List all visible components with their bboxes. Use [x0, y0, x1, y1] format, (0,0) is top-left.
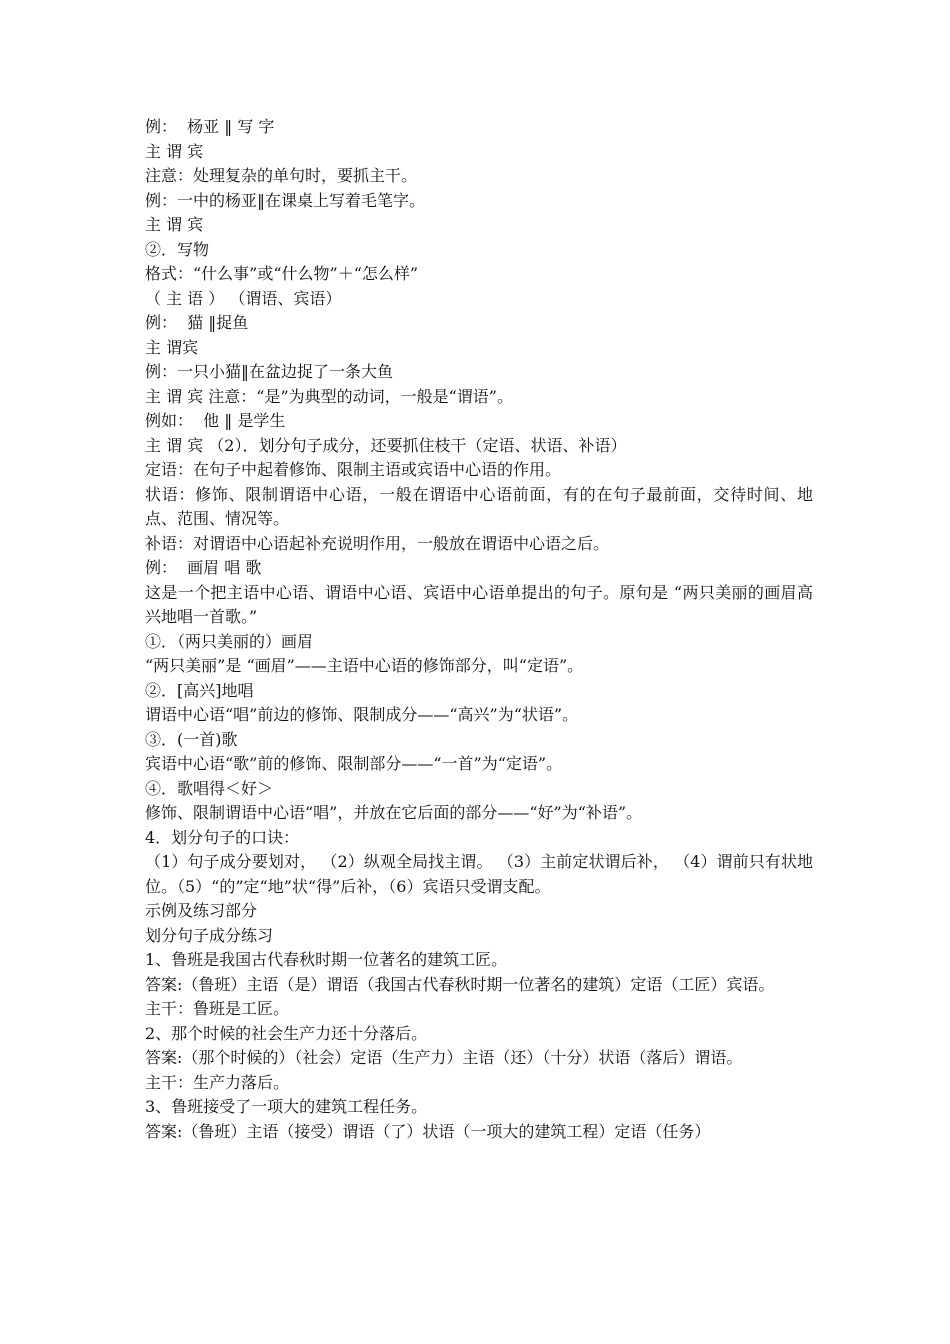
- text-line: 4．划分句子的口诀：: [145, 827, 300, 847]
- text-line: ②．写物: [145, 239, 210, 259]
- exercise-question: 3、鲁班接受了一项大的建筑工程任务。: [145, 1097, 428, 1116]
- text-line: （ 主 语 ） （谓语、宾语）: [145, 288, 342, 308]
- text-line: 例：一中的杨亚‖在课桌上写着毛笔字。: [145, 190, 426, 210]
- text-line: 例： 猫 ‖捉鱼: [145, 313, 249, 332]
- section-heading: 示例及练习部分: [145, 901, 258, 920]
- exercise-answer: 答案:（那个时候的）（社会）定语（生产力）主语（还）（十分）状语（落后）谓语。: [145, 1048, 743, 1067]
- text-line: 例如： 他 ‖ 是学生: [145, 411, 286, 430]
- text-line: 补语：对谓语中心语起补充说明作用，一般放在谓语中心语之后。: [145, 533, 610, 553]
- text-line: 注意：处理复杂的单句时，要抓主干。: [145, 166, 418, 185]
- text-line: ④．歌唱得＜好＞: [145, 778, 274, 798]
- document-page: [145, 115, 813, 1144]
- text-line: 主 谓 宾 （2）．划分句子成分，还要抓住枝干（定语、状语、补语）: [145, 435, 627, 455]
- exercise-question: 1、鲁班是我国古代春秋时期一位著名的建筑工匠。: [145, 950, 508, 969]
- text-line: 例： 画眉 唱 歌: [145, 558, 262, 577]
- text-line: 谓语中心语“唱”前边的修饰、限制成分——“高兴”为“状语”。: [145, 705, 579, 724]
- exercise-answer: 答案:（鲁班）主语（接受）谓语（了）状语（一项大的建筑工程）定语（任务）: [145, 1121, 711, 1141]
- text-line: 主 谓宾: [145, 337, 199, 357]
- exercise-question: 2、那个时候的社会生产力还十分落后。: [145, 1023, 428, 1043]
- text-line: 主 谓 宾: [145, 141, 204, 161]
- text-line: ③．(一首)歌: [145, 729, 238, 749]
- text-paragraph: 状语：修饰、限制谓语中心语，一般在谓语中心语前面，有的在句子最前面，交待时间、地点、范围、情况等。: [145, 484, 813, 528]
- text-line: “两只美丽”是 “画眉”——主语中心语的修饰部分，叫“定语”。: [145, 656, 584, 675]
- text-line: 例：一只小猫‖在盆边捉了一条大鱼: [145, 362, 394, 381]
- exercise-answer: 答案:（鲁班）主语（是）谓语（我国古代春秋时期一位著名的建筑）定语（工匠）宾语。: [145, 974, 775, 994]
- text-line: 修饰、限制谓语中心语“唱”，并放在它后面的部分——“好”为“补语”。: [145, 803, 643, 822]
- text-line: 定语：在句子中起着修饰、限制主语或宾语中心语的作用。: [145, 460, 562, 479]
- text-line: ②．[高兴]地唱: [145, 680, 254, 700]
- text-paragraph: 这是一个把主语中心语、谓语中心语、宾语中心语单提出的句子。原句是 “两只美丽的画眉高兴地唱一首歌。”: [145, 582, 813, 626]
- text-line: 主 谓 宾: [145, 215, 204, 234]
- text-line: 例： 杨亚 ‖ 写 字: [145, 117, 275, 136]
- text-paragraph: （1）句子成分要划对， （2）纵观全局找主谓。 （3）主前定状谓后补， （4）谓前只有状地位。（5）“的”定“地”状“得”后补，（6）宾语只受谓支配。: [145, 852, 813, 896]
- text-line: 宾语中心语“歌”前的修饰、限制部分——“一首”为“定语”。: [145, 754, 563, 773]
- section-heading: 划分句子成分练习: [145, 925, 274, 945]
- text-line: 主 谓 宾 注意：“是”为典型的动词，一般是“谓语”。: [145, 386, 513, 406]
- text-line: 格式：“什么事”或“什么物”＋“怎么样”: [145, 264, 419, 283]
- exercise-trunk: 主干：生产力落后。: [145, 1072, 290, 1092]
- text-line: ①．（两只美丽的）画眉: [145, 631, 314, 651]
- exercise-trunk: 主干：鲁班是工匠。: [145, 999, 290, 1018]
